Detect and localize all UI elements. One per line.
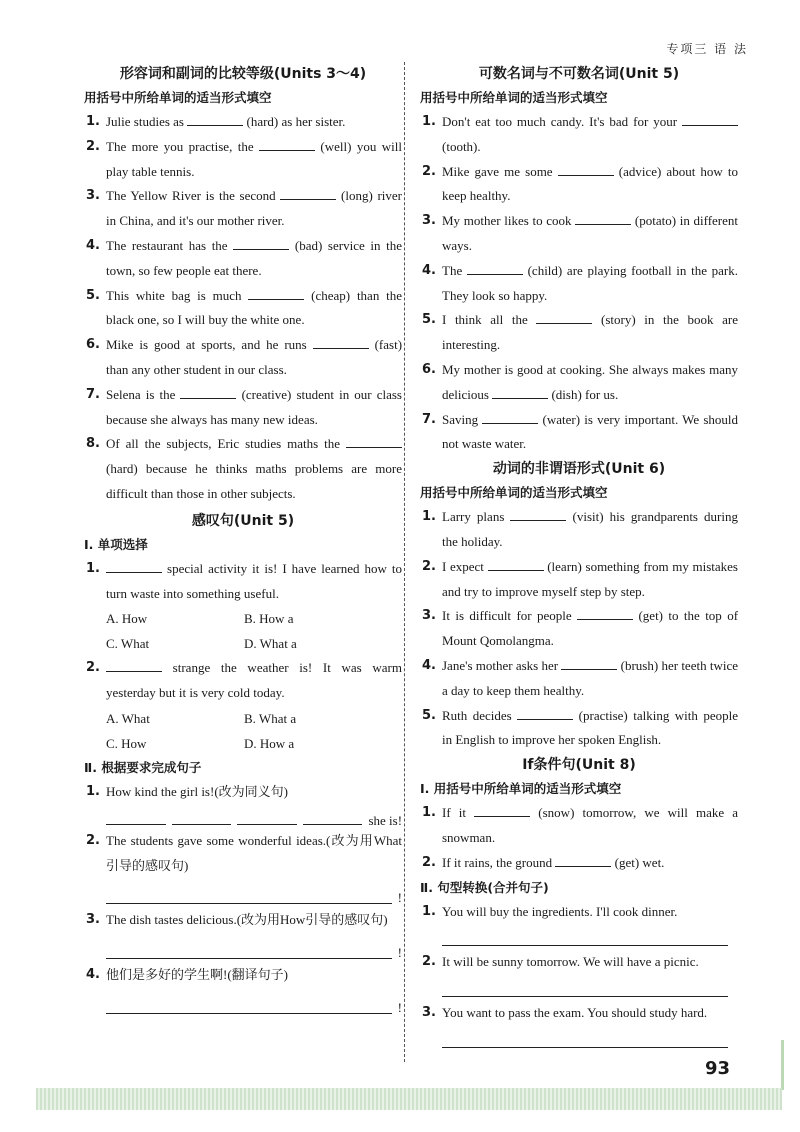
question-number: 5. — [86, 287, 100, 303]
question-text: (story) in the book are interesting. — [442, 312, 739, 353]
answer-line[interactable] — [106, 805, 402, 829]
question-text: You want to pass the exam. You should study hard. — [442, 1005, 708, 1021]
question — [420, 408, 738, 458]
question-text: Larry plans — [442, 509, 505, 525]
left-column — [84, 62, 402, 1018]
section-corner-label: 专项三 语 法 — [666, 42, 748, 56]
question-number: 1. — [86, 114, 100, 129]
question-text: (long) river in China, and it's our mother river. — [106, 188, 403, 229]
question-text: My mother is good at cooking. She always makes many delicious — [442, 361, 738, 402]
answer-line[interactable] — [106, 939, 402, 963]
question-number: 3. — [422, 213, 436, 229]
question-text: Julie studies as — [106, 114, 184, 129]
instruction: 用括号中所给单词的适当形式填空 — [84, 90, 272, 105]
section-title: If条件句(Unit 8) — [522, 757, 636, 774]
answer-line[interactable] — [442, 926, 738, 950]
right-column — [420, 62, 738, 1052]
answer-blank[interactable] — [172, 824, 232, 825]
answer-blank[interactable] — [346, 433, 402, 448]
options — [84, 706, 402, 756]
part-heading: Ⅰ. 用括号中所给单词的适当形式填空 — [420, 781, 622, 797]
option[interactable]: B. How a — [244, 611, 294, 627]
question — [84, 135, 402, 185]
question-text: You will buy the ingredients. I'll cook dinner. — [442, 903, 678, 919]
question-text: strange the weather is! It was warm yesterday but it is very cold today. — [106, 660, 402, 701]
question-number: 1. — [422, 903, 436, 919]
question-text: Mike gave me some — [442, 163, 553, 179]
answer-line[interactable] — [106, 994, 402, 1018]
question-text: The — [442, 262, 463, 278]
question — [420, 654, 738, 704]
question-number: 5. — [422, 707, 436, 723]
question-number: 1. — [422, 805, 436, 821]
question-number: 4. — [422, 657, 436, 673]
options — [84, 606, 402, 656]
question-text: If it rains, the ground — [442, 854, 553, 870]
question-number: 6. — [422, 361, 436, 377]
question-text: (learn) something from my mistakes and try to improve myself step by step. — [442, 558, 738, 599]
question — [84, 557, 402, 607]
question — [420, 110, 738, 160]
section-title: 可数名词与不可数名词(Unit 5) — [478, 66, 680, 82]
answer-blank[interactable] — [575, 210, 631, 225]
question-text: The more you practise, the — [106, 138, 254, 154]
section-title: 感叹句(Unit 5) — [191, 512, 295, 529]
part-heading: Ⅰ. 单项选择 — [84, 536, 148, 552]
answer-blank[interactable] — [106, 824, 166, 825]
question — [420, 259, 738, 309]
answer-blank[interactable] — [517, 705, 573, 720]
answer-blank[interactable] — [187, 111, 243, 126]
transform-list — [84, 780, 402, 1018]
question-text: (get) wet. — [614, 854, 665, 870]
question-number: 3. — [86, 912, 100, 928]
answer-blank[interactable] — [237, 824, 297, 825]
underline — [106, 958, 392, 959]
line-ending: ! — [397, 890, 402, 906]
page-number: 93 — [704, 1058, 730, 1079]
answer-blank[interactable] — [259, 136, 315, 151]
question-text: (practise) talking with people in English to improve her spoken English. — [442, 707, 739, 748]
answer-blank[interactable] — [488, 556, 544, 571]
underline — [442, 945, 728, 946]
question — [84, 383, 402, 433]
question-text: (child) are playing football in the park. They look so happy. — [442, 262, 738, 303]
question-number: 2. — [86, 832, 100, 848]
part-heading: Ⅱ. 根据要求完成句子 — [84, 759, 202, 775]
question — [84, 963, 402, 988]
option[interactable]: D. How a — [244, 735, 295, 751]
question-text: If it — [442, 805, 467, 821]
answer-blank[interactable] — [536, 309, 592, 324]
answer-blank[interactable] — [474, 802, 530, 817]
question-text: It is difficult for people — [442, 608, 572, 624]
question-text: (dish) for us. — [551, 386, 619, 402]
question-number: 6. — [86, 337, 100, 353]
question — [420, 851, 738, 876]
answer-blank[interactable] — [577, 605, 633, 620]
question-text: This white bag is much — [106, 287, 242, 303]
question-text: (tooth). — [442, 138, 481, 154]
transform-list — [420, 900, 738, 1052]
option[interactable]: D. What a — [244, 636, 297, 652]
question-text: Saving — [442, 411, 479, 427]
question — [420, 1001, 738, 1026]
question — [420, 555, 738, 605]
question-number: 4. — [86, 967, 100, 983]
question — [420, 209, 738, 259]
question-number: 2. — [422, 954, 436, 970]
question-number: 4. — [422, 262, 436, 278]
answer-blank[interactable] — [280, 185, 336, 200]
question-text: (brush) her teeth twice a day to keep them healthy. — [442, 657, 738, 698]
question-text: 他们是多好的学生啊!(翻译句子) — [106, 967, 288, 983]
answer-blank[interactable] — [561, 655, 617, 670]
answer-blank[interactable] — [106, 657, 162, 672]
question — [420, 505, 738, 555]
question-text: (snow) tomorrow, we will make a snowman. — [442, 805, 739, 845]
answer-line[interactable] — [106, 884, 402, 908]
question — [84, 432, 402, 506]
answer-blank[interactable] — [492, 384, 548, 399]
question — [420, 604, 738, 654]
question — [84, 110, 402, 135]
page-edge-mark — [771, 1040, 784, 1090]
question-number: 4. — [86, 237, 100, 253]
question-number: 7. — [86, 386, 100, 402]
question-number: 2. — [422, 163, 436, 179]
option[interactable]: A. How — [106, 611, 148, 627]
question — [420, 900, 738, 925]
question-number: 5. — [422, 312, 436, 328]
fill-list — [84, 110, 402, 507]
fill-list — [420, 505, 738, 753]
part-heading: Ⅱ. 句型转换(合并句子) — [420, 879, 549, 895]
question-number: 2. — [86, 138, 100, 154]
option[interactable]: A. What — [106, 710, 150, 726]
question-text: (get) to the top of Mount Qomolangma. — [442, 608, 739, 649]
answer-blank[interactable] — [558, 161, 614, 176]
answer-blank[interactable] — [467, 260, 523, 275]
footer-bar — [36, 1088, 782, 1110]
instruction: 用括号中所给单词的适当形式填空 — [420, 90, 608, 105]
question — [420, 801, 738, 851]
question-text: Don't eat too much candy. It's bad for your — [442, 114, 678, 129]
question — [84, 780, 402, 805]
question-text: (advice) about how to keep healthy. — [442, 163, 738, 204]
fill-list — [420, 801, 738, 875]
underline — [442, 1047, 728, 1048]
question-text: (visit) his grandparents during the holiday. — [442, 509, 738, 549]
answer-blank[interactable] — [233, 235, 289, 250]
question-number: 7. — [422, 411, 436, 427]
section-title: 形容词和副词的比较等级(Units 3～4) — [119, 66, 367, 82]
answer-blank[interactable] — [248, 285, 304, 300]
question-number: 2. — [422, 854, 436, 870]
option[interactable]: C. How — [106, 735, 147, 751]
answer-blank[interactable] — [682, 111, 738, 126]
underline — [106, 903, 392, 904]
question-text: (fast) than any other student in our class. — [106, 337, 403, 377]
question — [84, 284, 402, 334]
question-text: (cheap) than the black one, so I will buy the white one. — [106, 287, 403, 328]
question — [84, 184, 402, 234]
answer-blank[interactable] — [313, 334, 369, 349]
question — [84, 333, 402, 383]
question-number: 8. — [86, 436, 100, 452]
question-text: (hard) as her sister. — [246, 114, 346, 129]
line-ending: ! — [397, 999, 402, 1015]
instruction: 用括号中所给单词的适当形式填空 — [420, 485, 608, 501]
answer-blank[interactable] — [180, 384, 236, 399]
question-number: 3. — [422, 608, 436, 624]
question-text: Ruth decides — [442, 707, 512, 723]
question — [420, 704, 738, 754]
question-text: Mike is good at sports, and he runs — [106, 337, 307, 353]
section-title: 动词的非谓语形式(Unit 6) — [492, 461, 666, 478]
question — [84, 829, 402, 879]
question — [420, 160, 738, 210]
answer-line[interactable] — [442, 1028, 738, 1052]
answer-blank[interactable] — [106, 558, 162, 573]
question-text: Jane's mother asks her — [442, 657, 559, 673]
option[interactable]: B. What a — [244, 710, 297, 726]
answer-blank[interactable] — [510, 506, 566, 521]
mc-list — [84, 557, 402, 756]
question-text: (potato) in different ways. — [442, 213, 739, 253]
question-text: (creative) student in our class because she always has many new ideas. — [106, 386, 402, 427]
question — [84, 656, 402, 706]
question-number: 2. — [422, 558, 436, 574]
question-number: 2. — [86, 660, 100, 676]
line-ending: ! — [397, 945, 402, 961]
question-number: 3. — [86, 188, 100, 204]
question-text: (hard) because he thinks maths problems are more difficult than those in other subjects. — [106, 461, 402, 501]
question-text: I expect — [442, 558, 484, 574]
question — [420, 308, 738, 358]
question-text: Selena is the — [106, 386, 176, 402]
question-number: 1. — [86, 783, 100, 799]
fill-list — [420, 110, 738, 457]
question-text: It will be sunny tomorrow. We will have a picnic. — [442, 954, 699, 970]
column-divider — [404, 62, 405, 1062]
question — [420, 358, 738, 408]
question-number: 3. — [422, 1005, 436, 1021]
answer-blank[interactable] — [482, 409, 538, 424]
question-number: 1. — [86, 560, 100, 576]
question-text: The dish tastes delicious.(改为用How引导的感叹句) — [106, 912, 388, 928]
question-text: (water) is very important. We should not waste water. — [442, 411, 739, 452]
answer-line[interactable] — [442, 977, 738, 1001]
answer-blank[interactable] — [555, 852, 611, 867]
question-text: The Yellow River is the second — [106, 188, 276, 204]
question-text: special activity it is! I have learned how to turn waste into something useful. — [106, 560, 402, 601]
question-text: Of all the subjects, Eric studies maths the — [106, 436, 341, 452]
answer-blank[interactable] — [303, 824, 363, 825]
question-text: The students gave some wonderful ideas.(改为用What引导的感叹句) — [106, 832, 402, 873]
question-text: The restaurant has the — [106, 237, 228, 253]
underline — [442, 996, 728, 997]
question-number: 1. — [422, 114, 436, 129]
question-text: How kind the girl is!(改为同义句) — [106, 783, 288, 799]
option[interactable]: C. What — [106, 636, 150, 652]
question-text: (well) you will play table tennis. — [106, 138, 402, 179]
line-ending: she is! — [368, 812, 403, 828]
underline — [106, 1013, 392, 1014]
question-number: 1. — [422, 509, 436, 525]
question-text: My mother likes to cook — [442, 213, 572, 229]
question — [420, 950, 738, 975]
question-text: (bad) service in the town, so few people eat there. — [106, 237, 402, 278]
question — [84, 908, 402, 933]
question — [84, 234, 402, 284]
question-text: I think all the — [442, 312, 528, 328]
